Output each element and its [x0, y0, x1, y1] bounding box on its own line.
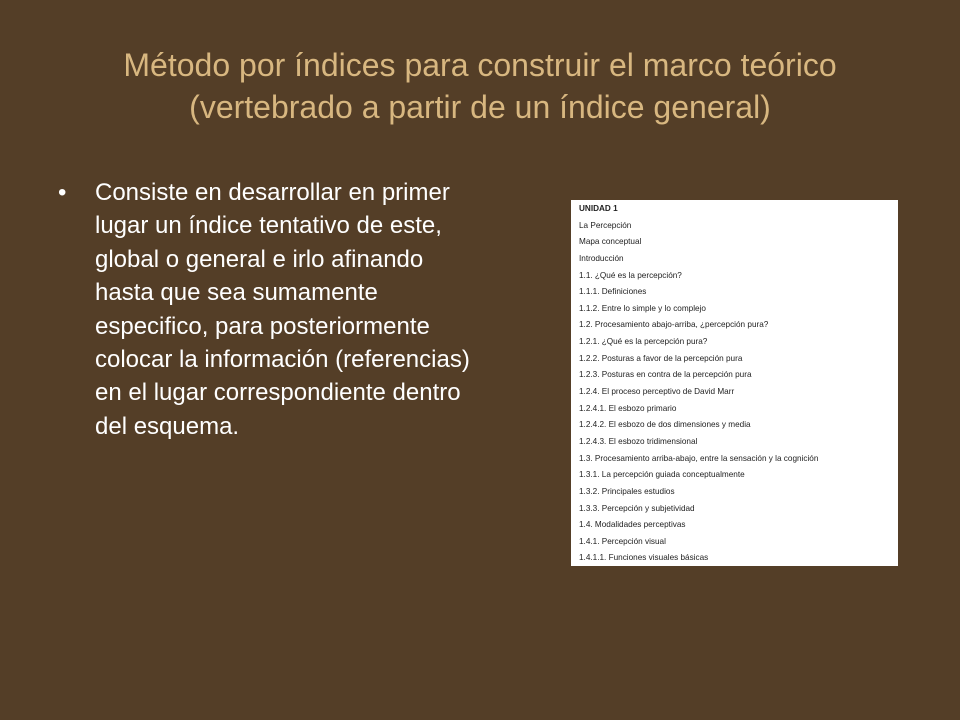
index-line: Introducción — [579, 253, 624, 263]
index-line: 1.4. Modalidades perceptivas — [579, 520, 686, 530]
index-line: 1.4.1.1. Funciones visuales básicas — [579, 553, 709, 563]
index-line: La Percepción — [579, 220, 632, 230]
index-line: 1.1.1. Definiciones — [579, 287, 647, 297]
index-line: 1.2.4.2. El esbozo de dos dimensiones y media — [579, 420, 751, 430]
index-line: 1.1. ¿Qué es la percepción? — [579, 270, 682, 280]
bullet-list — [58, 176, 478, 443]
index-line: 1.4.1. Percepción visual — [579, 536, 666, 546]
index-line: 1.2.2. Posturas a favor de la percepción pura — [579, 353, 743, 363]
slide-title-line-2: (vertebrado a partir de un índice general) — [189, 89, 771, 125]
bullet-marker: • — [58, 179, 67, 206]
index-line: 1.2.1. ¿Qué es la percepción pura? — [579, 337, 708, 347]
index-line: 1.1.2. Entre lo simple y lo complejo — [579, 303, 706, 313]
index-line: UNIDAD 1 — [579, 204, 618, 213]
index-line: 1.2.4. El proceso perceptivo de David Marr — [579, 387, 735, 397]
bullet-item — [58, 176, 478, 443]
index-line: Mapa conceptual — [579, 237, 642, 247]
index-line: 1.3.2. Principales estudios — [579, 486, 675, 496]
slide-title — [40, 44, 920, 128]
index-line: 1.3. Procesamiento arriba-abajo, entre la sensación y la cognición — [579, 453, 819, 463]
index-line: 1.2.3. Posturas en contra de la percepción pura — [579, 370, 752, 380]
slide-title-line-1: Método por índices para construir el marco teórico — [123, 47, 837, 83]
bullet-text: Consiste en desarrollar en primer lugar un índice tentativo de este, global o general e irlo afinando hasta que sea sumamente especifico, para posteriormente colocar la información (referencias) en el lugar correspondiente dentro del esquema. — [95, 179, 470, 440]
index-line: 1.3.1. La percepción guiada conceptualmente — [579, 470, 745, 480]
index-line: 1.3.3. Percepción y subjetividad — [579, 503, 695, 513]
index-line: 1.2. Procesamiento abajo-arriba, ¿percepción pura? — [579, 320, 769, 330]
index-line: 1.2.4.3. El esbozo tridimensional — [579, 436, 698, 446]
index-image — [571, 200, 898, 566]
index-line: 1.2.4.1. El esbozo primario — [579, 403, 677, 413]
